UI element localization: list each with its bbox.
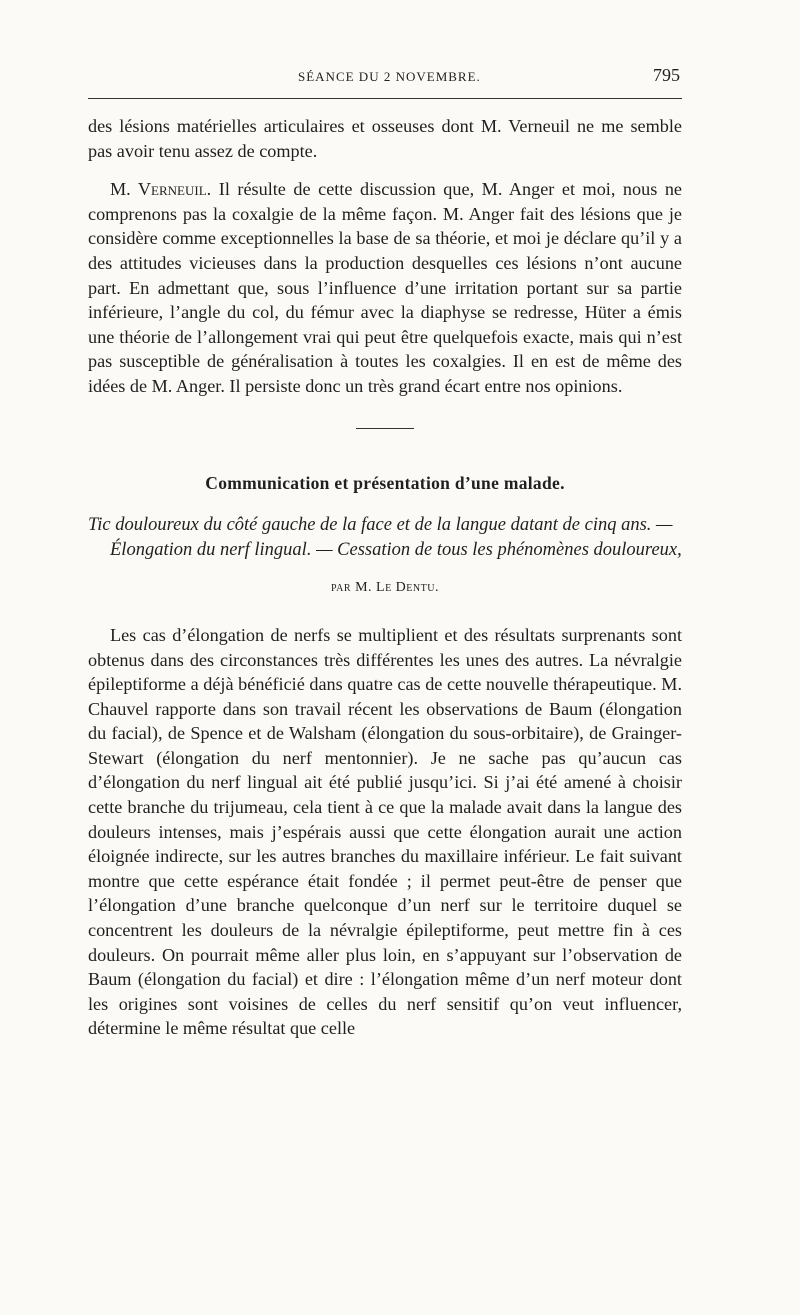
speaker-name: M. Verneuil. xyxy=(110,179,212,200)
section-subtitle: Tic douloureux du côté gauche de la face et de la langue datant de cinq ans. — Élongation du nerf lingual. — Cessation de tous les phénomènes douloureux, xyxy=(88,515,682,560)
header-title: SÉANCE DU 2 NOVEMBRE. xyxy=(298,69,481,84)
running-header xyxy=(88,63,682,89)
author-line: par M. Le Dentu. xyxy=(331,580,439,596)
verneuil-text: Il résulte de cette discussion que, M. Anger et moi, nous ne comprenons pas la coxalgie de la même façon. M. Anger fait des lésions que je considère comme exceptionnelles la base de sa théorie, et moi je déclare qu’il y a des attitudes vicieuses dans la production desquelles ces lésions n’ont aucune part. En admettant que, sous l’influence d’une irritation portant sur sa partie inférieure, l’angle du col, du fémur avec la diaphyse se redresse, Hüter a émis une théorie de l’allongement vrai qui peut être quelquefois exacte, mais qui n’est pas susceptible de généralisation à toutes les coxalgies. Il en est de même des idées de M. Anger. Il persiste donc un très grand écart entre nos opinions. xyxy=(88,179,682,396)
page-body xyxy=(88,114,682,1041)
main-paragraph: Les cas d’élongation de nerfs se multiplient et des résultats surprenants sont obtenus dans des circonstances très différentes les unes des autres. La névralgie épileptiforme a déjà bénéficié dans quatre cas de cette nouvelle thérapeutique. M. Chauvel rapporte dans son travail récent les observations de Baum (élongation du facial), de Spence et de Walsham (élongation du sous-orbitaire), de Grainger-Stewart (élongation du nerf mentonnier). Je ne sache pas qu’aucun cas d’élongation du nerf lingual ait été publié jusqu’ici. Si j’ai été amené à choisir cette branche du trijumeau, cela tient à ce que la malade avait dans la langue des douleurs intenses, mais j’espérais aussi que cette élongation aurait une action éloignée indirecte, sur les autres branches du maxillaire inférieur. Le fait suivant montre que cette espérance était fondée ; il permet peut-être de penser que l’élongation d’une branche quelconque d’un nerf sur le territoire duquel se concentrent les douleurs de la névralgie épileptiforme, peut mettre fin à ces douleurs. On pourrait même aller plus loin, en s’appuyant sur l’observation de Baum (élongation du facial) et dire : l’élongation même d’un nerf moteur dont les origines sont voisines de celles du nerf sensitif qu’on veut influencer, détermine le même résultat que celle xyxy=(88,624,682,1039)
page-number: 795 xyxy=(653,65,680,85)
section-title: Communication et présentation d’une malade. xyxy=(205,472,565,493)
continuation-paragraph: des lésions matérielles articulaires et osseuses dont M. Verneuil ne me semble pas avoir tenu assez de compte. xyxy=(88,116,682,161)
header-rule xyxy=(88,98,682,99)
verneuil-paragraph xyxy=(88,177,682,398)
section-separator xyxy=(356,428,414,429)
